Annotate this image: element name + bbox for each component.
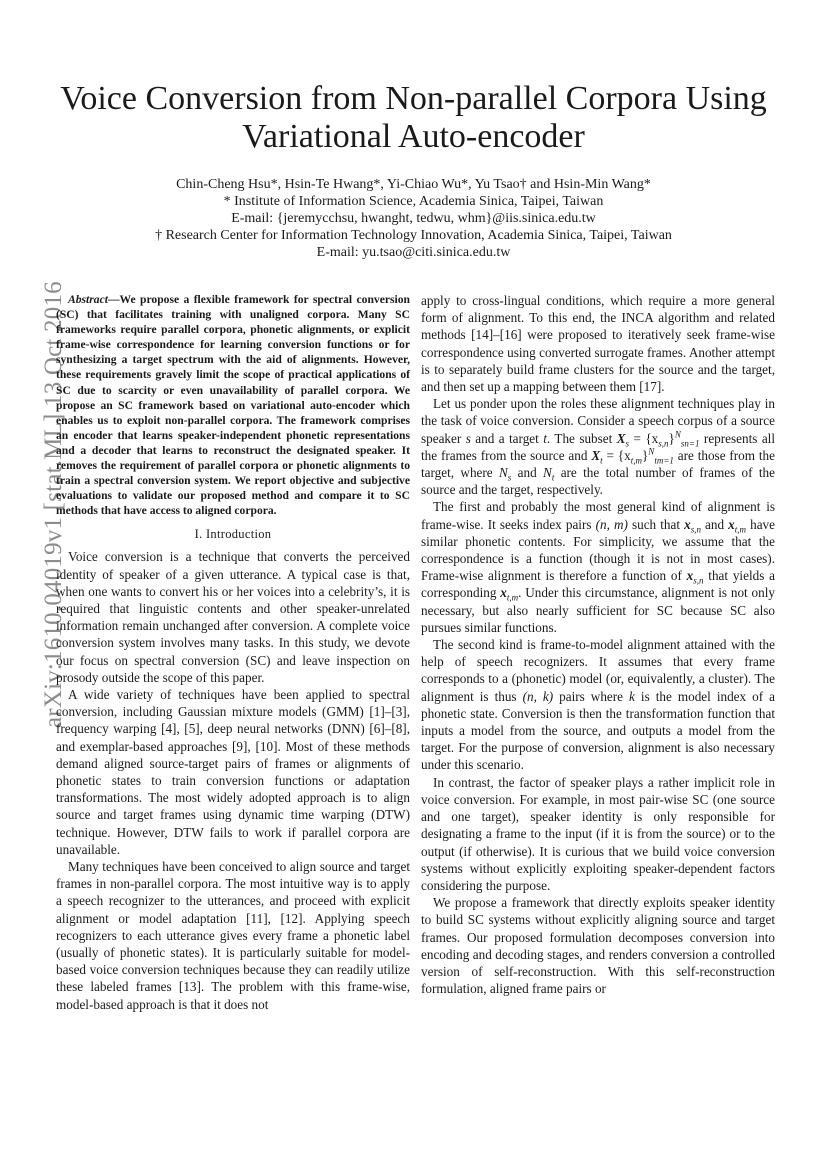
math-sup: N [648, 446, 655, 457]
math-eq: = [602, 447, 618, 463]
math-sub: t [600, 455, 603, 466]
right-column [421, 292, 775, 997]
abstract-label: Abstract [68, 293, 108, 306]
text-run: such that [627, 516, 685, 532]
author-list: Chin-Cheng Hsu*, Hsin-Te Hwang*, Yi-Chiao Wu*, Yu Tsao† and Hsin-Min Wang* [176, 177, 651, 192]
paragraph-7 [421, 636, 775, 774]
math-sub: t,m [734, 524, 747, 535]
text-run: pairs where [553, 688, 630, 704]
paragraph-2: A wide variety of techniques have been applied to spectral conversion, including Gaussian mixture models (GMM) [1]–[3], frequency warping [4], [5], deep neural networks (DNN) [6]–[8], and exemplar-based approaches [9], [10]. Most of these methods demand aligned source-target pairs of frames or alignments of phonetic states to train conversion functions or adaptation transformations. The most widely adopted approach is to align source and target frames using dynamic time warping (DTW) technique. However, DTW fails to work if parallel corpora are unavailable. [56, 687, 410, 857]
text-run: . The subset [546, 430, 617, 446]
paper-title: Voice Conversion from Non-parallel Corpora Using Variational Auto-encoder [60, 80, 767, 155]
math-range: n=1 [684, 438, 700, 449]
math-sub: t [551, 472, 555, 483]
math-Xt: X [591, 447, 601, 463]
math-sub: t,m [506, 593, 519, 604]
email-2: E-mail: yu.tsao@citi.sinica.edu.tw [316, 245, 511, 260]
math-x: x [686, 568, 694, 584]
text-run: and [700, 516, 729, 532]
text-run: Let us ponder upon the roles these alignment techniques play in the task of voice conversion. Consider a speech corpus of a source speaker [421, 396, 775, 446]
math-Nt: N [543, 465, 552, 481]
paragraph-3: Many techniques have been conceived to align source and target frames in non-parallel corpora. The most intuitive way is to apply a speech recognizer to the utterances, and proceed with explicit alignment or model adaptation [11], [12]. Applying speech recognizers to each utterance gives every frame a phonetic label (usually of phonetic states). It is particularly suitable for model-based voice conversion techniques because they can readily utilize these labeled frames [13]. The problem with this frame-wise, model-based approach is that it does not [56, 859, 410, 1012]
affiliation-1: * Institute of Information Science, Academia Sinica, Taipei, Taiwan [223, 194, 604, 209]
math-sub: s [625, 438, 630, 449]
math-range: m=1 [656, 455, 674, 466]
math-x: x [728, 516, 735, 532]
text-run: are those from the target, where [421, 447, 775, 481]
author-block [60, 176, 767, 261]
text-run: The first and probably the most general kind of alignment is frame-wise. It seeks index pairs [421, 499, 775, 532]
paragraph-6 [421, 498, 775, 636]
math-sub: s,n [693, 575, 704, 586]
text-run: have similar phonetic contents. For simplicity, we assume that the correspondence is a function (though it is not in most cases). Frame-wise alignment is therefore a function of [421, 516, 775, 584]
math-k: k [629, 688, 635, 704]
email-1: E-mail: {jeremycchsu, hwanght, tedwu, whm}@iis.sinica.edu.tw [231, 211, 596, 226]
paragraph-4: apply to cross-lingual conditions, which require a more general form of alignment. To this end, the INCA algorithm and related methods [14]–[16] were proposed to iteratively seek frame-wise correspondence using converted surrogate frames. Another attempt is to separately build frame clusters for the source and the target, and then set up a mapping between them [17]. [421, 293, 775, 395]
paragraph-1: Voice conversion is a technique that converts the perceived identity of speaker of a given utterance. A typical case is that, when one wants to convert his or her voices into a celebrity’s, it is required that linguistic contents and other speaker-unrelated information remain unchanged after conversion. A complete voice conversion system involves many tasks. In this study, we devote our focus on spectral conversion (SC) and leave inspection on prosody outside the scope of this paper. [56, 549, 410, 685]
text-run: and [511, 465, 544, 481]
text-run: The second kind is frame-to-model alignment attained with the help of speech recognizers. It assumes that every frame corresponds to a (phonetic) model (or, equivalently, a cluster). The alignment is thus [421, 637, 775, 704]
math-s: s [465, 430, 471, 446]
abstract-text: —We propose a flexible framework for spectral conversion (SC) that facilitates training with unaligned corpora. Many SC frameworks require parallel corpora, phonetic alignments, or explicit frame-wise correspondence for learning conversion functions or for synthesizing a target spectrum with the aid of alignments. However, these requirements gravely limit the scope of practical applications of SC due to scarcity or even unavailability of parallel corpora. We propose an SC framework based on variational auto-encoder which enables us to exploit non-parallel corpora. The framework comprises an encoder that learns speaker-independent phonetic representations and a decoder that learns to reconstruct the designated speaker. It removes the requirement of parallel corpora or phonetic alignments to train a spectral conversion system. We report objective and subjective evaluations to validate our proposed method and compare it to SC methods that have access to aligned corpora. [56, 293, 410, 518]
math-nm: (n, m) [595, 516, 628, 532]
math-xt-set-open: {x [617, 447, 631, 463]
math-sub: s,n [690, 524, 701, 535]
math-t: t [543, 430, 547, 446]
left-column [56, 292, 410, 1013]
text-run: are the total number of frames of the source and the target, respectively. [421, 465, 775, 498]
math-xs-set-open: {x [645, 430, 659, 446]
text-run: that yields a corresponding [421, 568, 775, 601]
text-run: represents all the frames from the source and [421, 430, 775, 463]
section-heading-introduction: I. Introduction [194, 527, 272, 542]
math-set-close: } [641, 447, 649, 463]
math-sub: t [654, 455, 657, 466]
text-run: . Under this circumstance, alignment is not only necessary, but also nearly sufficient for SC because SC also pursues similar functions. [421, 585, 775, 635]
math-Ns: N [498, 465, 508, 481]
math-x: x [684, 516, 691, 532]
paragraph-9: We propose a framework that directly exploits speaker identity to build SC systems without explicitly aligning source and target frames. Our proposed formulation decomposes conversion into encoding and decoding stages, and renders conversion a controlled version of self-reconstruction. With this self-reconstruction formulation, aligned frame pairs or [421, 895, 775, 997]
math-sub: s,n [658, 438, 669, 449]
text-run: is the model index of a phonetic state. Conversion is then the transformation function that inputs a model from the source, and outputs a model from the target. For the purpose of conversion, alignment is also necessary under this scenario. [421, 688, 775, 773]
paragraph-8: In contrast, the factor of speaker plays a rather implicit role in voice conversion. For example, in most pair-wise SC (one source and one target), speaker identity is only responsible for designating a frame to the input (if it is from the source) or to the output (if otherwise). It is curious that we build voice conversion systems without explicitly exploiting speaker-dependent factors considering the purpose. [421, 774, 775, 893]
math-Xs: X [616, 430, 626, 446]
math-eq: = [629, 430, 646, 446]
math-sub: s [680, 438, 685, 449]
math-nk: (n, k) [522, 688, 554, 704]
paragraph-5 [421, 395, 775, 498]
affiliation-2: † Research Center for Information Technology Innovation, Academia Sinica, Taipei, Taiwan [155, 228, 672, 243]
math-sub: t,m [630, 455, 642, 466]
math-sub: s [507, 472, 512, 483]
arxiv-stamp: arXiv:1610.04019v1 [stat.ML] 13 Oct 2016 [40, 281, 67, 728]
math-sup: N [674, 429, 681, 440]
math-set-close: } [668, 430, 675, 446]
text-run: and a target [470, 430, 544, 446]
math-x: x [500, 585, 507, 601]
abstract [56, 292, 410, 518]
